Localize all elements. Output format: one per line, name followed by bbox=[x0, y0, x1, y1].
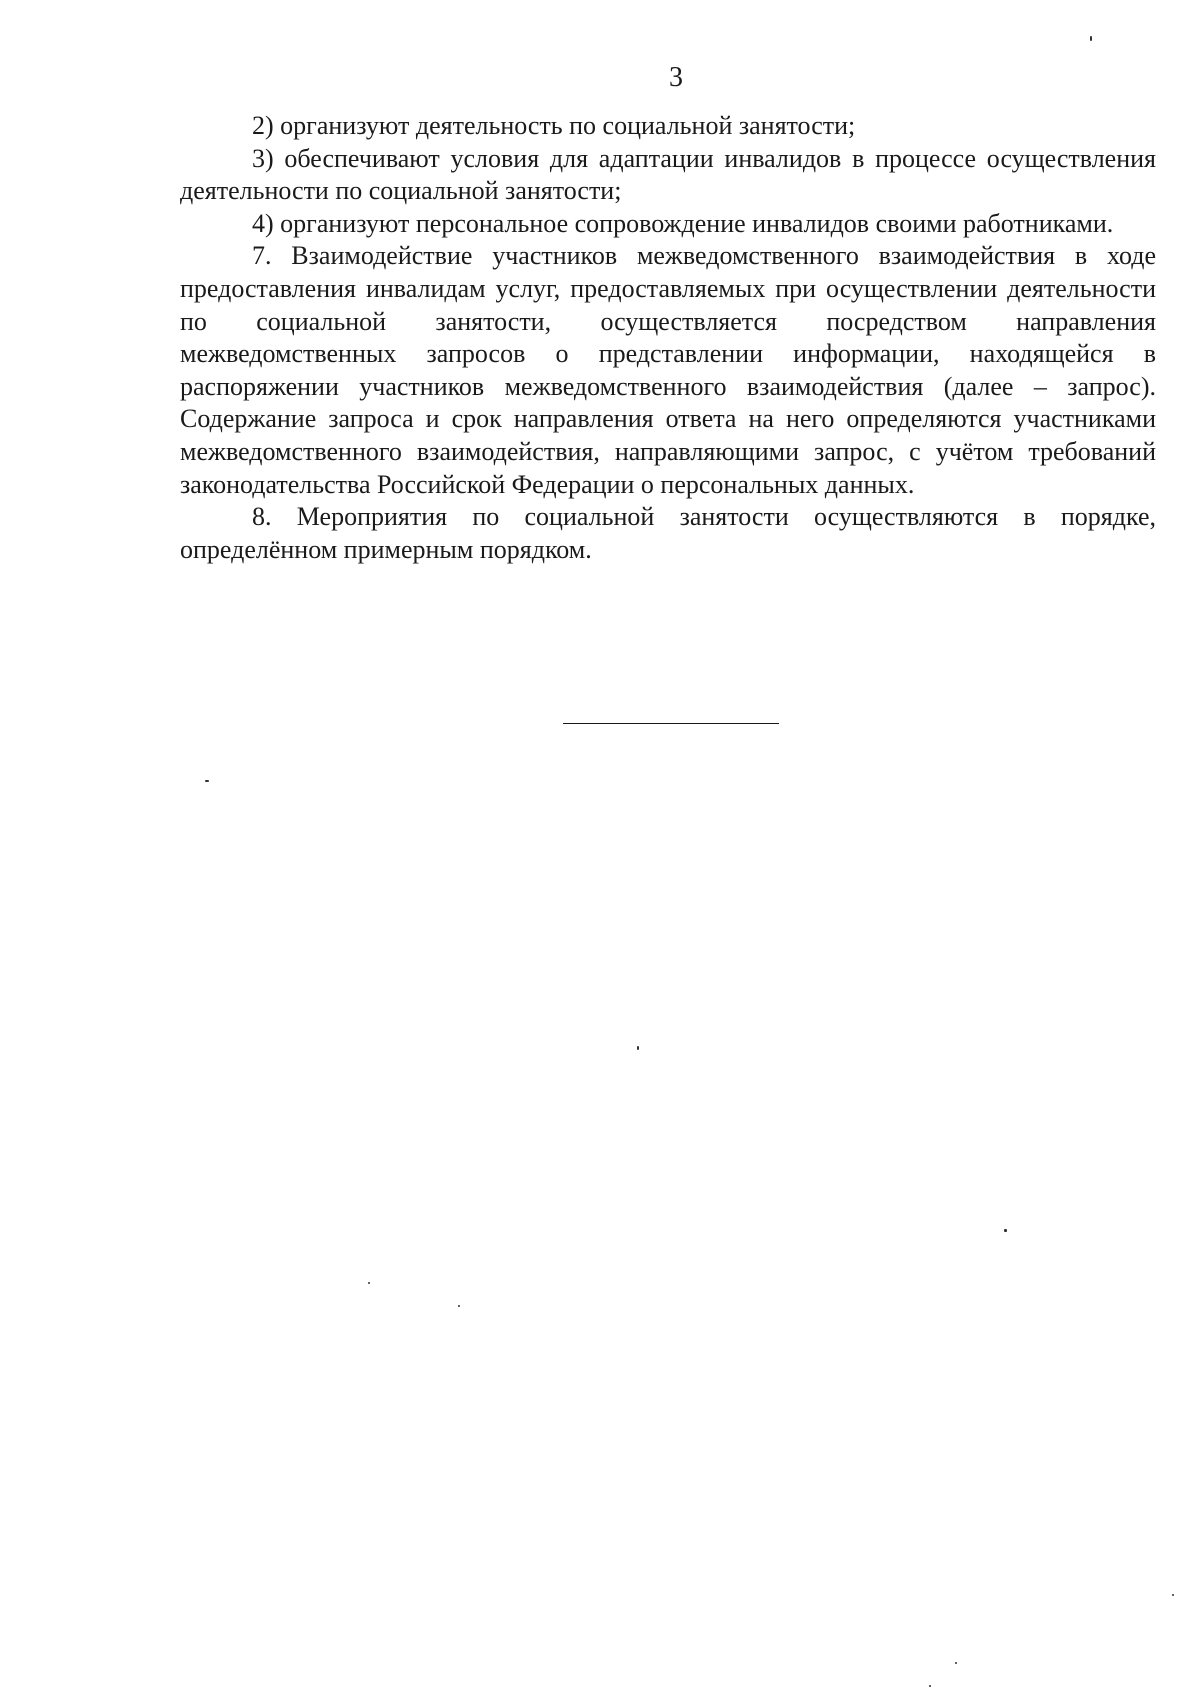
page-number: 3 bbox=[669, 62, 683, 93]
paragraph-item-2: 2) организуют деятельность по социальной занятости; bbox=[252, 111, 856, 140]
scan-speck bbox=[955, 1662, 957, 1664]
scan-speck bbox=[929, 1685, 931, 1687]
closing-separator-line bbox=[563, 723, 779, 724]
document-body bbox=[180, 110, 1156, 566]
scan-speck bbox=[205, 780, 209, 782]
scan-speck bbox=[1090, 36, 1092, 41]
scan-speck bbox=[1172, 1594, 1174, 1596]
paragraph-item-4: 4) организуют персональное сопровождение инвалидов своими работниками. bbox=[252, 208, 1114, 238]
paragraph-section-7: 7. Взаимодействие участников межведомственного взаимодействия в ходе предоставления инвалидам услуг, предоставляемых при осуществлении деятельности по социальной занятости, осуществляется посредством направления межведомственных запросов о представлении информации, находящейся в распоряжении участников межведомственного взаимодействия (далее – запрос). Содержание запроса и срок направления ответа на него определяются участниками межведомственного взаимодействия, направляющими запрос, с учётом требований законодательства Российской Федерации о персональных данных. bbox=[180, 241, 1156, 499]
scan-speck bbox=[458, 1305, 460, 1307]
scan-speck bbox=[1004, 1229, 1007, 1232]
scan-speck bbox=[637, 1046, 639, 1050]
paragraph-section-8: 8. Мероприятия по социальной занятости осуществляются в порядке, определённом примерным порядком. bbox=[180, 502, 1156, 564]
scan-speck bbox=[368, 1282, 370, 1284]
paragraph-item-3: 3) обеспечивают условия для адаптации инвалидов в процессе осуществления деятельности по социальной занятости; bbox=[180, 143, 1156, 206]
